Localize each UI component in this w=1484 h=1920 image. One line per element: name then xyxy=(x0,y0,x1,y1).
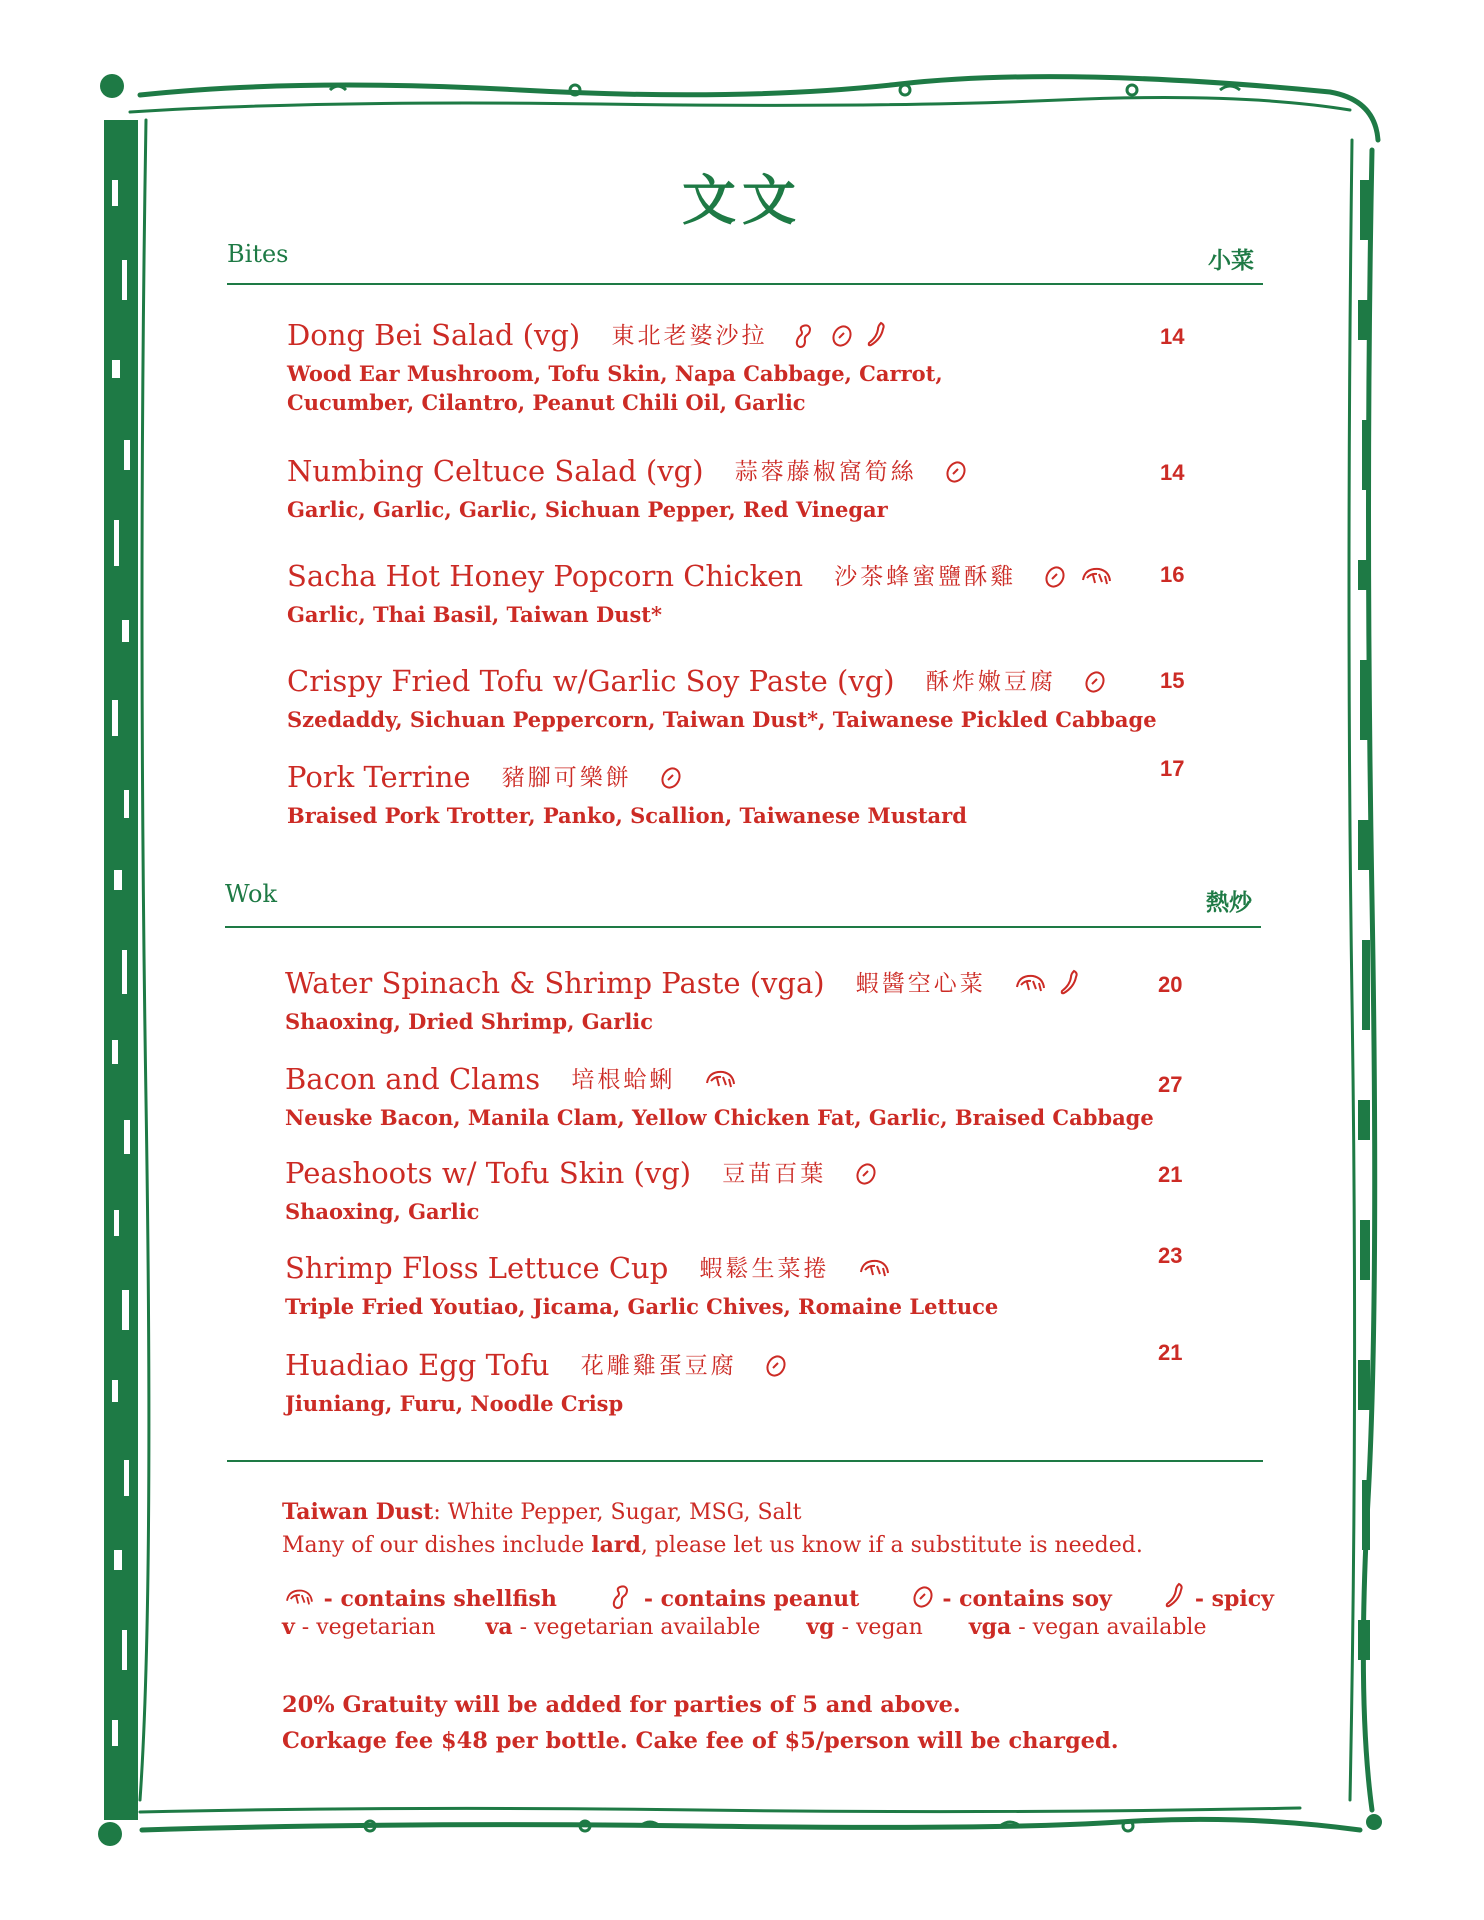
menu-item xyxy=(287,760,967,831)
section-title-wok: Wok xyxy=(225,880,278,908)
soy-icon xyxy=(1083,669,1107,695)
legend-spicy: - spicy xyxy=(1194,1586,1274,1612)
spicy-icon xyxy=(1163,1582,1187,1610)
section-divider xyxy=(225,926,1261,928)
legend-v: - vegetarian xyxy=(301,1615,436,1640)
shellfish-icon xyxy=(282,1586,316,1610)
menu-notes xyxy=(282,1496,1242,1562)
legend-vg-key: vg xyxy=(806,1614,835,1640)
soy-icon xyxy=(1043,564,1067,590)
menu-item-name: Sacha Hot Honey Popcorn Chicken xyxy=(287,559,804,593)
menu-item-price: 16 xyxy=(1160,562,1185,587)
shellfish-icon xyxy=(1079,564,1113,590)
allergen-icons xyxy=(944,458,970,492)
peanut-icon xyxy=(612,1584,636,1610)
menu-item-price: 21 xyxy=(1158,1162,1183,1187)
menu-item xyxy=(285,1251,998,1322)
menu-item-price: 14 xyxy=(1160,460,1185,485)
legend-peanut: - contains peanut xyxy=(643,1586,860,1612)
menu-item-name-zh: 蒜蓉藤椒窩筍絲 xyxy=(734,459,917,485)
menu-item-name-zh: 東北老婆沙拉 xyxy=(611,323,768,349)
soy-icon xyxy=(944,459,968,485)
shellfish-icon xyxy=(857,1256,891,1282)
menu-item-name: Dong Bei Salad (vg) xyxy=(287,318,581,352)
menu-item-name: Bacon and Clams xyxy=(285,1062,541,1096)
menu-item-name-zh: 培根蛤蜊 xyxy=(571,1067,676,1093)
gratuity-policy: 20% Gratuity will be added for parties of 5 and above. xyxy=(282,1692,961,1718)
lard-note-pre: Many of our dishes include xyxy=(282,1533,592,1558)
menu-item-name-zh: 豆苗百葉 xyxy=(722,1161,827,1187)
menu-item-description: Triple Fried Youtiao, Jicama, Garlic Chives, Romaine Lettuce xyxy=(285,1294,999,1319)
menu-item-description: Garlic, Thai Basil, Taiwan Dust* xyxy=(287,602,662,627)
menu-item-name-zh: 酥炸嫩豆腐 xyxy=(925,669,1056,695)
menu-item-name: Pork Terrine xyxy=(287,760,471,794)
menu-item xyxy=(285,1156,880,1227)
menu-item-description: Szedaddy, Sichuan Peppercorn, Taiwan Dust*, Taiwanese Pickled Cabbage xyxy=(287,707,1157,732)
spicy-icon xyxy=(1058,969,1082,997)
shellfish-icon xyxy=(1013,971,1047,997)
footer-divider xyxy=(227,1460,1263,1462)
menu-item-name: Water Spinach & Shrimp Paste (vga) xyxy=(285,966,825,1000)
soy-icon xyxy=(911,1584,935,1610)
allergen-icons xyxy=(703,1066,739,1100)
menu-item-price: 14 xyxy=(1160,324,1185,349)
menu-item-price: 17 xyxy=(1160,756,1185,781)
menu-item-name: Shrimp Floss Lettuce Cup xyxy=(285,1251,669,1285)
taiwan-dust-label: Taiwan Dust xyxy=(282,1499,434,1525)
taiwan-dust-note xyxy=(282,1496,1242,1529)
section-title-wok-zh: 熱炒 xyxy=(1206,890,1252,916)
menu-item-name: Crispy Fried Tofu w/Garlic Soy Paste (vg) xyxy=(287,664,895,698)
menu-item-name-zh: 蝦醬空心菜 xyxy=(855,971,986,997)
legend-vga: - vegan available xyxy=(1018,1615,1207,1640)
restaurant-name: 文文 xyxy=(682,169,802,232)
menu-item xyxy=(287,318,943,418)
legend-v-key: v xyxy=(282,1614,295,1640)
menu-item-name-row xyxy=(287,318,943,356)
menu-item-price: 27 xyxy=(1158,1072,1183,1097)
menu-item-description-2: Cucumber, Cilantro, Peanut Chili Oil, Garlic xyxy=(287,390,806,415)
allergen-icons xyxy=(764,1352,790,1386)
allergen-icons xyxy=(795,321,891,356)
section-title-bites-zh: 小菜 xyxy=(1208,248,1254,274)
section-divider xyxy=(227,283,1263,285)
allergen-icons xyxy=(659,764,685,798)
shellfish-icon xyxy=(703,1067,737,1093)
menu-item-name-zh: 沙茶蜂蜜鹽酥雞 xyxy=(834,564,1017,590)
menu-item-description: Braised Pork Trotter, Panko, Scallion, Taiwanese Mustard xyxy=(287,803,967,828)
soy-icon xyxy=(830,323,854,349)
menu-item-description: Neuske Bacon, Manila Clam, Yellow Chicken Fat, Garlic, Braised Cabbage xyxy=(285,1105,1154,1130)
menu-item-price: 15 xyxy=(1160,668,1185,693)
lard-note xyxy=(282,1529,1242,1562)
menu-item-name-zh: 花雕雞蛋豆腐 xyxy=(580,1353,737,1379)
menu-item-name: Peashoots w/ Tofu Skin (vg) xyxy=(285,1156,692,1190)
menu-item-name-zh: 蝦鬆生菜捲 xyxy=(699,1256,830,1282)
soy-icon xyxy=(854,1161,878,1187)
lard-word: lard xyxy=(591,1532,641,1558)
allergen-legend xyxy=(282,1582,1274,1612)
menu-item-description: Jiuniang, Furu, Noodle Crisp xyxy=(285,1391,624,1416)
menu-item-name-zh: 豬腳可樂餅 xyxy=(501,765,632,791)
lard-note-post: , please let us know if a substitute is needed. xyxy=(640,1533,1143,1558)
menu-item xyxy=(285,966,1084,1037)
allergen-icons xyxy=(1043,563,1114,597)
allergen-icons xyxy=(857,1255,893,1289)
menu-item xyxy=(287,559,1115,630)
menu-item-name: Huadiao Egg Tofu xyxy=(285,1348,550,1382)
section-title-bites: Bites xyxy=(227,240,289,268)
menu-item-price: 20 xyxy=(1158,972,1183,997)
menu-item-price: 23 xyxy=(1158,1243,1183,1268)
allergen-icons xyxy=(854,1160,880,1194)
menu-item-name: Numbing Celtuce Salad (vg) xyxy=(287,454,704,488)
menu-item-description: Shaoxing, Dried Shrimp, Garlic xyxy=(285,1009,654,1034)
menu-item xyxy=(287,454,970,525)
menu-item-description: Wood Ear Mushroom, Tofu Skin, Napa Cabbage, Carrot, xyxy=(287,361,943,386)
menu-item xyxy=(285,1348,790,1419)
allergen-icons xyxy=(1083,668,1109,702)
soy-icon xyxy=(659,765,683,791)
taiwan-dust-text: : White Pepper, Sugar, MSG, Salt xyxy=(433,1500,802,1525)
legend-soy: - contains soy xyxy=(942,1586,1112,1612)
legend-va: - vegetarian available xyxy=(519,1615,761,1640)
spicy-icon xyxy=(865,321,889,349)
legend-vga-key: vga xyxy=(968,1614,1012,1640)
menu-item-price: 21 xyxy=(1158,1340,1183,1365)
soy-icon xyxy=(764,1353,788,1379)
menu-item-description: Garlic, Garlic, Garlic, Sichuan Pepper, Red Vinegar xyxy=(287,497,888,522)
legend-va-key: va xyxy=(485,1614,513,1640)
corkage-policy: Corkage fee $48 per bottle. Cake fee of $5/person will be charged. xyxy=(282,1728,1119,1754)
menu-item xyxy=(287,664,1157,735)
allergen-icons xyxy=(1013,969,1084,1004)
legend-vg: - vegan xyxy=(841,1615,923,1640)
legend-shellfish: - contains shellfish xyxy=(323,1586,557,1612)
menu-item xyxy=(285,1062,1154,1133)
diet-legend xyxy=(282,1614,1206,1640)
peanut-icon xyxy=(795,323,819,349)
menu-item-description: Shaoxing, Garlic xyxy=(285,1199,480,1224)
